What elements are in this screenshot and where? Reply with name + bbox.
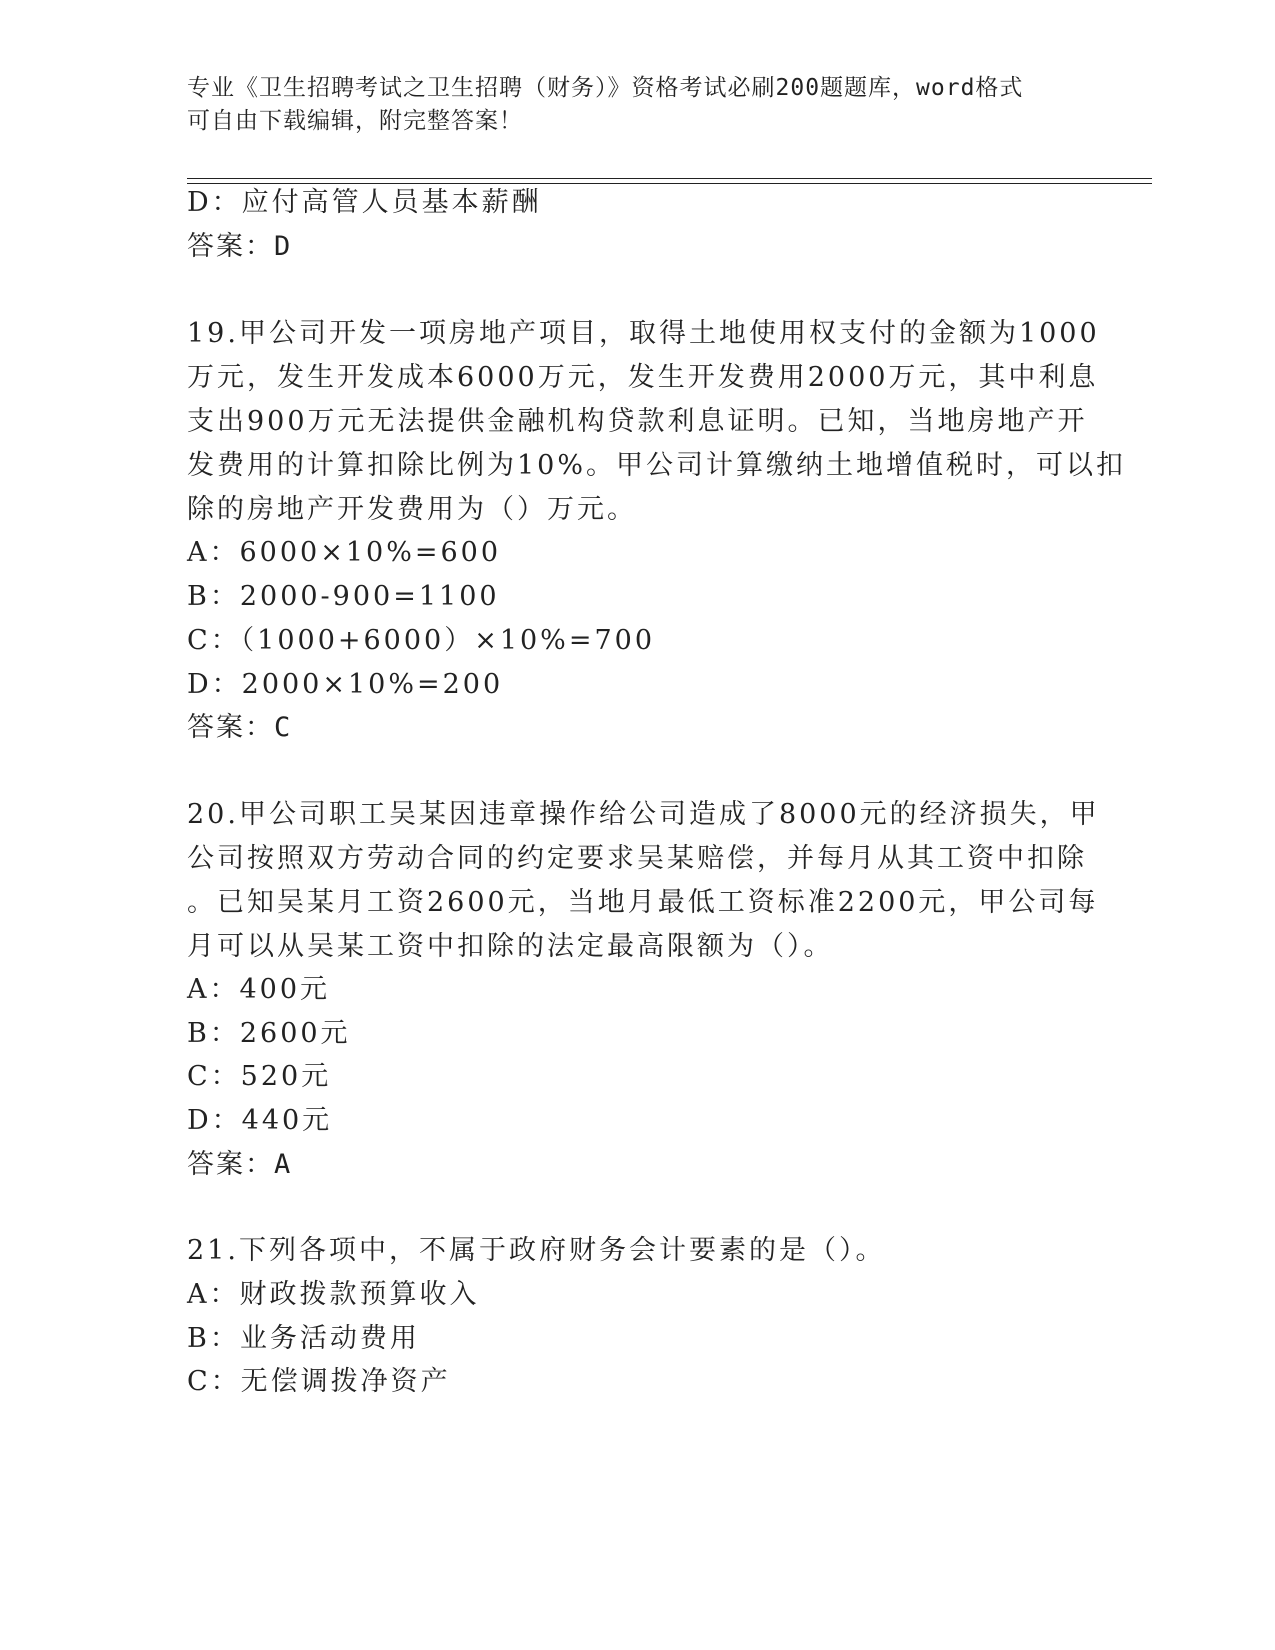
- document-header: [187, 72, 1087, 138]
- header-divider-top: [187, 178, 1152, 179]
- answer-value: C: [274, 712, 293, 743]
- q19-stem-line-1: 19.甲公司开发一项房地产项目，取得土地使用权支付的金额为1000: [187, 318, 1100, 349]
- q21-option-c: C：无偿调拨净资产: [187, 1366, 451, 1397]
- q19-stem-line-4: 发费用的计算扣除比例为10%。甲公司计算缴纳土地增值税时，可以扣: [187, 450, 1127, 481]
- prev-option-d: D：应付高管人员基本薪酬: [187, 187, 542, 218]
- q20-option-c: C：520元: [187, 1061, 332, 1092]
- prev-answer: [187, 229, 292, 265]
- answer-value: A: [274, 1149, 293, 1180]
- q21-option-a: A：财政拨款预算收入: [187, 1279, 480, 1310]
- q19-stem-line-3: 支出900万元无法提供金融机构贷款利息证明。已知，当地房地产开: [187, 406, 1088, 437]
- q20-option-a: A：400元: [187, 974, 331, 1005]
- q20-answer: [187, 1147, 292, 1183]
- q21-stem-line-1: 21.下列各项中，不属于政府财务会计要素的是（）。: [187, 1235, 886, 1266]
- header-line-1: 专业《卫生招聘考试之卫生招聘（财务）》资格考试必刷200题题库，word格式: [187, 75, 1024, 101]
- answer-label: 答案：: [187, 712, 274, 743]
- q20-stem-line-1: 20.甲公司职工吴某因违章操作给公司造成了8000元的经济损失，甲: [187, 799, 1100, 830]
- answer-value: D: [274, 231, 293, 262]
- q19-option-a: A：6000×10%=600: [187, 537, 502, 568]
- q19-option-c: C：（1000+6000）×10%=700: [187, 625, 655, 656]
- answer-label: 答案：: [187, 231, 274, 262]
- q19-stem-line-5: 除的房地产开发费用为（）万元。: [187, 494, 637, 525]
- q20-option-d: D：440元: [187, 1105, 333, 1136]
- q19-option-d: D：2000×10%=200: [187, 669, 504, 700]
- q20-option-b: B：2600元: [187, 1018, 351, 1049]
- q20-stem-line-2: 公司按照双方劳动合同的约定要求吴某赔偿，并每月从其工资中扣除: [187, 843, 1087, 874]
- q21-option-b: B：业务活动费用: [187, 1323, 420, 1354]
- header-line-2: 可自由下载编辑，附完整答案！: [187, 108, 523, 134]
- header-divider-bottom: [187, 183, 1152, 184]
- q20-stem-line-3: 。已知吴某月工资2600元，当地月最低工资标准2200元，甲公司每: [187, 887, 1099, 918]
- q19-answer: [187, 710, 292, 746]
- q19-stem-line-2: 万元，发生开发成本6000万元，发生开发费用2000万元，其中利息: [187, 362, 1099, 393]
- answer-label: 答案：: [187, 1149, 274, 1180]
- q19-option-b: B：2000-900=1100: [187, 581, 500, 612]
- q20-stem-line-4: 月可以从吴某工资中扣除的法定最高限额为（）。: [187, 931, 834, 962]
